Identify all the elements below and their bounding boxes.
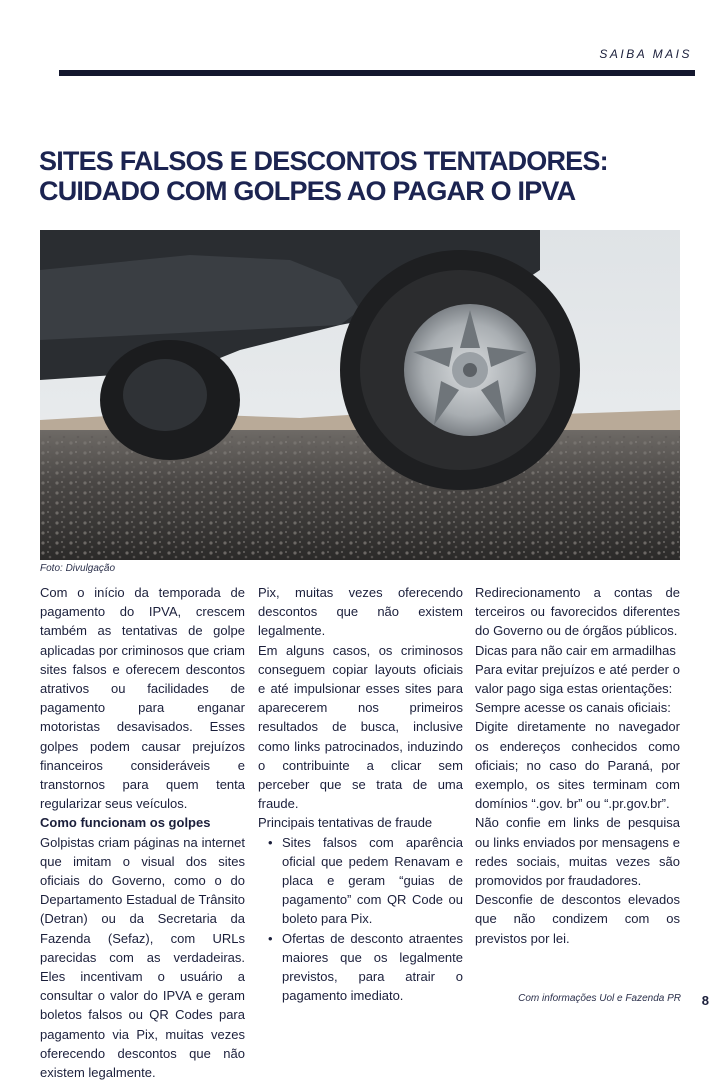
page-number: 8 [701, 993, 709, 1008]
tips-intro: Para evitar prejuízos e até perder o valor pago siga estas orientações: [475, 661, 680, 697]
tip-links: Não confie em links de pesquisa ou links enviados por mensagens e redes sociais, muitas vezes são promovidos por fraudadores. [475, 815, 680, 889]
header-rule [59, 70, 695, 76]
attempt-item: • Ofertas de desconto atraentes maiores que os legalmente previstos, para atrair o pagamento imediato. [282, 929, 463, 1006]
photo-caption: Foto: Divulgação [40, 563, 116, 574]
tip-official-text: Digite diretamente no navegador os endereços conhecidos como oficiais; no caso do Paraná, por exemplo, os sites terminam com domínios “.gov. br” ou “.pr.gov.br”. [475, 719, 680, 812]
column-3 [475, 583, 680, 948]
tip-official-heading: Sempre acesse os canais oficiais: [475, 700, 671, 716]
how-paragraph: Golpistas criam páginas na internet que imitam o visual dos sites oficiais do Governo, como o do Departamento Estadual de Trânsito (Detran) ou da Secretaria da Fazenda (Sefaz), com URLs parecidas com as verdadeiras. Eles incentivam o usuário a consultar o valor do IPVA e geram boletos falsos ou QR Codes para pagamento via Pix, muitas vezes oferecendo descontos que não existem legalmente. [40, 834, 245, 1081]
article-photo [40, 230, 680, 560]
how-paragraph-continued: Pix, muitas vezes oferecendo descontos que não existem legalmente. [258, 585, 463, 639]
tips-heading: Dicas para não cair em armadilhas [475, 642, 676, 658]
source-credit: Com informações Uol e Fazenda PR [518, 993, 681, 1004]
article-title: SITES FALSOS E DESCONTOS TENTADORES: CUIDADO COM GOLPES AO PAGAR O IPVA [39, 146, 608, 206]
column-1 [40, 583, 245, 1081]
attempts-list [258, 833, 463, 1006]
tip-discounts: Desconfie de descontos elevados que não condizem com os previstos por lei. [475, 892, 680, 946]
how-heading: Como funcionam os golpes [40, 815, 211, 831]
section-label: SAIBA MAIS [599, 47, 692, 61]
attempt-item-continued: Redirecionamento a contas de terceiros ou favorecidos diferentes do Governo ou de órgãos públicos. [475, 585, 680, 639]
column-2 [258, 583, 463, 1005]
intro-paragraph: Com o início da temporada de pagamento do IPVA, crescem também as tentativas de golpe aplicadas por criminosos que criam sites falsos e oferecem descontos atrativos ou facilidades de pagamento para enganar motoristas desavisados. Esses golpes podem causar prejuízos financeiros consideráveis e transtornos para quem tenta regularizar seus veículos. [40, 585, 245, 812]
attempt-item: • Sites falsos com aparência oficial que pedem Renavam e placa e geram “guias de pagamento” com QR Code ou boleto para Pix. [282, 833, 463, 929]
cases-paragraph: Em alguns casos, os criminosos conseguem copiar layouts oficiais e até impulsionar esses sites para aparecerem nos primeiros resultados de busca, inclusive como links patrocinados, induzindo o contribuinte a clicar sem perceber que se trata de uma fraude. [258, 642, 463, 812]
attempts-heading: Principais tentativas de fraude [258, 815, 433, 831]
